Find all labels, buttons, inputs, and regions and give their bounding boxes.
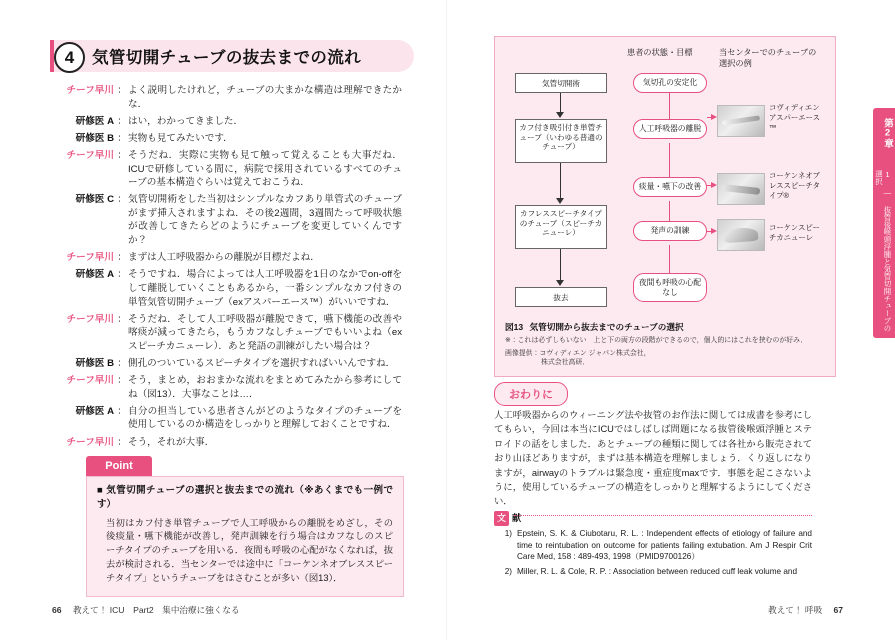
flow-node-decannulation: 抜去 <box>515 287 607 307</box>
dialogue-text: そう，それが大事． <box>128 436 215 448</box>
reference-text: Epstein, S. K. & Ciubotaru, R. L. : Independent effects of etiology of failure and time to reintubation on outcome for patients failing extubation. Am J Respir Crit Care Med, 158 : 489-493, 1998（PMID9700126） <box>517 529 812 562</box>
product-photo-neobless <box>717 173 765 205</box>
connector-line <box>560 93 561 113</box>
references-mark: 文 <box>494 511 509 526</box>
colon: ： <box>117 252 127 264</box>
chapter-side-tab <box>873 108 895 338</box>
dialogue-line <box>52 357 402 371</box>
dialogue-text: 実物も見てみたいです． <box>128 132 233 144</box>
speaker-name: チーフ早川 <box>66 85 114 96</box>
dialogue-line <box>52 405 402 432</box>
flow-node-speech-tube: カフレススピーチタイプのチューブ（スピーチカニューレ） <box>515 205 607 249</box>
dialogue-list <box>52 84 402 453</box>
closing-body: 人工呼吸器からのウィーニング法や抜管のお作法に関しては成書を参考にしてもらい，今回は本当にICUではしばしば問題になる抜管後喉頭浮腫とステロイドの話をしました．あとチューブの種類に関しては各社から販売されており山ほどありますが，まずは基本構造を理解しましょう．くり返しになりますが，airwayのトラブルは緊急度・重症度maxです．事態を起こさないように，使用しているチューブの構造をしっかりと理解するようにしてください． <box>494 410 812 507</box>
figure-credit-line1: 画像提供：コヴィディエン ジャパン株式会社， <box>505 349 651 357</box>
product-label-speech-cannula: コーケンスピーチカニューレ <box>769 223 820 242</box>
figure-credit-line2: 株式会社高研． <box>541 359 590 367</box>
reference-number: 2) <box>504 566 512 576</box>
dialogue-line <box>52 193 402 247</box>
connector-arrow-icon <box>556 280 564 286</box>
connector-line <box>669 245 670 273</box>
dialogue-text: 自分の担当している患者さんがどのようなタイプのチューブを使用しているのか構造をしっかりと理解しておくことですね． <box>128 405 402 431</box>
references-word: 献 <box>512 513 522 523</box>
dialogue-text: はい，わかってきました． <box>128 115 244 127</box>
colon: ： <box>117 269 127 281</box>
figure-header-col1 <box>505 47 627 69</box>
colon: ： <box>117 436 127 448</box>
dialogue-line <box>52 149 402 190</box>
dialogue-line <box>52 115 402 129</box>
dialogue-line <box>52 84 402 111</box>
product-label-aspire-ace: コヴィディエンアスパーエース™ <box>769 103 821 132</box>
colon: ： <box>117 194 127 206</box>
product-photo-aspire-ace <box>717 105 765 137</box>
speaker-name: チーフ早川 <box>66 252 114 264</box>
dialogue-line <box>52 313 402 354</box>
figure-number: 図13 <box>505 322 524 332</box>
connector-line <box>669 93 670 119</box>
dialogue-text: そうだね．実際に実物も見て触って覚えることも大事だね．ICUで研修している間に，病院で採用されているすべてのチューブの基本構造ぐらいは覚えておこうね． <box>128 149 402 189</box>
connector-arrow-icon <box>711 114 717 120</box>
product-photo-speech-cannula <box>717 219 765 251</box>
side-tab-chapter: 第2章 <box>882 118 893 148</box>
right-page-number: 67 <box>833 605 843 615</box>
point-box <box>86 456 404 597</box>
colon: ： <box>117 375 127 387</box>
status-node-secretion-swallow: 痰量・嚥下の改善 <box>633 177 707 197</box>
references-rule <box>514 515 812 516</box>
speaker-name: チーフ早川 <box>66 149 114 161</box>
figure-note: ※：これは必ずしもいない 上と下の両方の段階ができるので，個人的にはこれを挟むのが好み． <box>505 337 808 344</box>
closing-heading: おわりに <box>494 382 568 406</box>
connector-line <box>560 249 561 281</box>
dialogue-text: 気管切開術をした当初はシンプルなカフあり単管式のチューブがまず挿入されますよね．その後2週間，3週間たって呼吸状態が改善してきたらどのようにチューブを変更していくんですか？ <box>128 194 402 247</box>
left-footer <box>52 604 240 616</box>
point-body <box>86 476 404 597</box>
dialogue-line <box>52 436 402 450</box>
speaker-name: チーフ早川 <box>66 375 114 387</box>
references-heading <box>494 508 812 526</box>
connector-arrow-icon <box>711 182 717 188</box>
colon: ： <box>117 149 127 161</box>
references-list <box>494 528 812 581</box>
dialogue-line <box>52 374 402 401</box>
flow-node-cuffed-tube: カフ付き吸引付き単管チューブ（いわゆる普通のチューブ） <box>515 119 607 163</box>
right-footer-text: 教えて！ 呼吸 <box>768 605 823 615</box>
speaker-name: 研修医 B <box>75 132 114 144</box>
dialogue-text: そうですね．場合によっては人工呼吸器を1日のなかでon-offをして離脱していくこともあるから，一番シンプルなカフ付きの単管気管切開チューブ（exアスパーエース™）がいいですね． <box>128 269 402 308</box>
dialogue-line <box>52 268 402 309</box>
connector-line <box>669 201 670 221</box>
reference-item <box>494 566 812 578</box>
reference-number: 1) <box>504 529 512 538</box>
colon: ： <box>117 85 127 96</box>
dialogue-text: 側孔のついているスピーチタイプを選択すればいいんですね． <box>128 357 396 369</box>
dialogue-text: そうだね．そして人工呼吸器が離脱できて，嚥下機能の改善や喀痰が減ってきたら，もうカフなしチューブでもいいよね（exスピーチカニューレ）．あと発語の訓練がしたい場合は？ <box>128 313 402 352</box>
speaker-name: チーフ早川 <box>66 313 114 325</box>
side-tab-subtitle: 1 ― 抜管後喉頭浮腫と気管切開チューブの選択 <box>874 170 892 332</box>
dialogue-line <box>52 251 402 265</box>
left-footer-text: 教えて！ ICU Part2 集中治療に強くなる <box>72 605 240 615</box>
connector-line <box>560 163 561 199</box>
status-node-ventilator-weaning: 人工呼吸器の離脱 <box>633 119 707 139</box>
reference-item <box>494 528 812 563</box>
figure-caption <box>505 321 825 333</box>
speaker-name: 研修医 C <box>75 194 114 206</box>
colon: ： <box>117 405 127 417</box>
right-footer <box>768 604 843 616</box>
section-number: 4 <box>54 42 85 73</box>
section-heading <box>50 40 410 74</box>
dialogue-text: まずは人工呼吸器からの離脱が目標だよね． <box>128 252 320 264</box>
speaker-name: チーフ早川 <box>66 436 114 448</box>
section-title: 気管切開チューブの抜去までの流れ <box>92 49 362 67</box>
figure-flowchart <box>505 73 825 319</box>
figure-caption-text: 気管切開から抜去までのチューブの選択 <box>529 322 684 332</box>
speaker-name: 研修医 B <box>75 357 114 369</box>
reference-text: Miller, R. L. & Cole, R. P. : Association between reduced cuff leak volume and <box>517 566 798 576</box>
colon: ： <box>117 132 127 144</box>
speaker-name: 研修医 A <box>75 115 114 127</box>
figure-column-headers <box>505 47 825 69</box>
dialogue-line <box>52 132 402 146</box>
status-node-stoma-stabilization: 気切孔の安定化 <box>633 73 707 93</box>
figure-header-col2: 患者の状態・目標 <box>627 48 693 57</box>
closing-heading-wrap <box>494 382 568 406</box>
flow-node-tracheostomy: 気管切開術 <box>515 73 607 93</box>
dialogue-text: そう，まとめ，おおまかな流れをまとめてみたから参考にしてね（図13）．大事なことは…． <box>128 375 402 400</box>
speaker-name: 研修医 A <box>75 269 114 281</box>
point-text: 当初はカフ付き単管チューブで人工呼吸からの離脱をめざし，その後痰量・嚥下機能が改善し，発声訓練を行う場合はカフなしのスピーチタイプのチューブを用いる．夜間も呼吸の心配がなくなれば，抜去が検討される．当センターでは途中に「コーケンネオブレススピーチタイプ」というチューブをはさむことが多い（図13）． <box>106 517 393 584</box>
figure-header-col3: 当センターでのチューブの選択の例 <box>719 48 817 68</box>
colon: ： <box>117 115 127 127</box>
status-node-night-safe: 夜間も呼吸の心配なし <box>633 273 707 302</box>
left-page-number: 66 <box>52 605 62 615</box>
left-page <box>0 0 447 640</box>
point-tab-label: Point <box>86 456 152 476</box>
connector-arrow-icon <box>711 228 717 234</box>
connector-line <box>669 143 670 177</box>
connector-arrow-icon <box>556 198 564 204</box>
figure-card <box>494 36 836 377</box>
speaker-name: 研修医 A <box>75 405 114 417</box>
colon: ： <box>117 313 127 325</box>
product-label-neobless: コーケンネオブレススピーチタイプ® <box>769 171 820 200</box>
connector-arrow-icon <box>556 112 564 118</box>
colon: ： <box>117 357 127 369</box>
dialogue-text: よく説明したけれど，チューブの大まかな構造は理解できたかな． <box>128 85 402 110</box>
status-node-voice-training: 発声の訓練 <box>633 221 707 241</box>
point-title: ■ 気管切開チューブの選択と抜去までの流れ（※あくまでも一例です） <box>97 485 393 511</box>
